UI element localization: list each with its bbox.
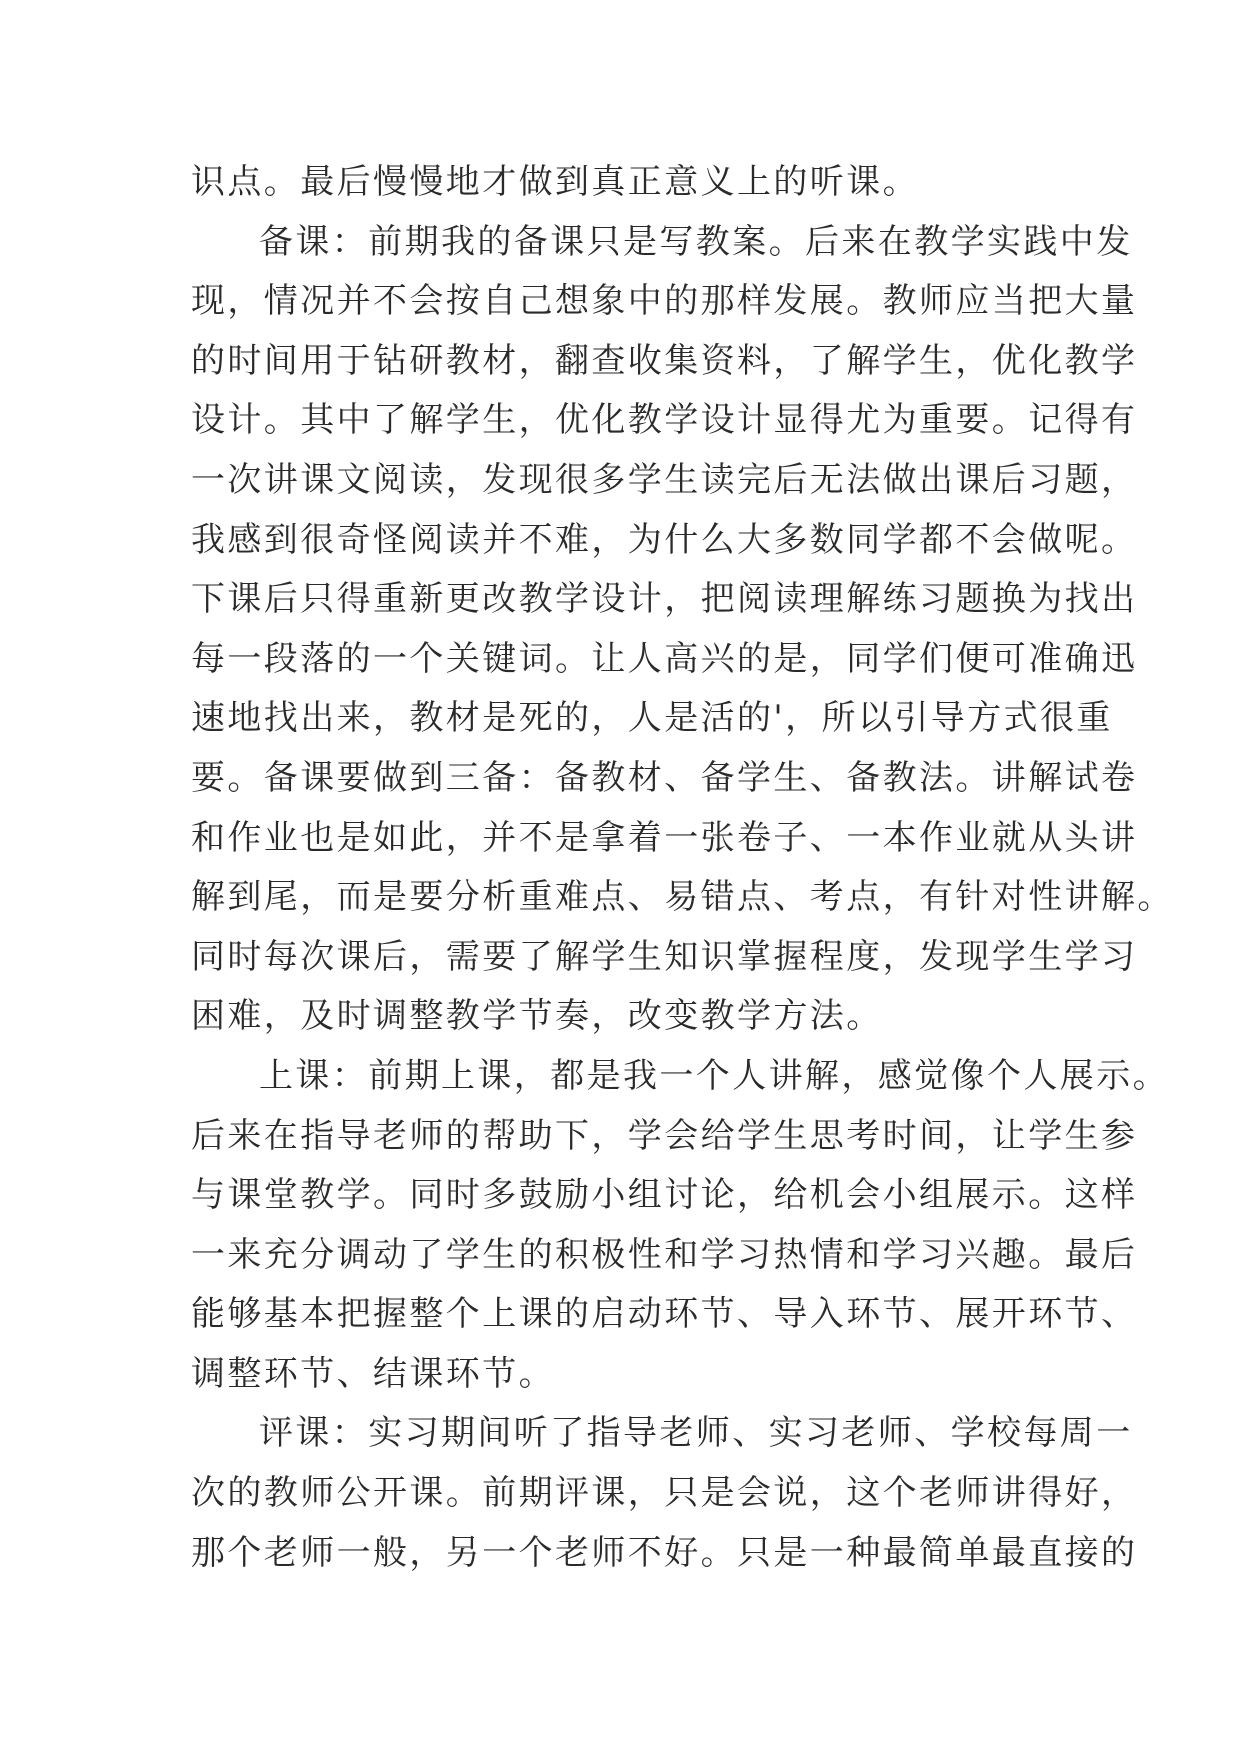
text-line: 解到尾，而是要分析重难点、易错点、考点，有针对性讲解。 <box>191 877 1174 918</box>
text-line: 设计。其中了解学生，优化教学设计显得尤为重要。记得有 <box>191 400 1138 441</box>
text-line: 每一段落的一个关键词。让人高兴的是，同学们便可准确迅 <box>191 638 1138 679</box>
text-line: 要。备课要做到三备：备教材、备学生、备教法。讲解试卷 <box>191 757 1138 798</box>
text-line: 一来充分调动了学生的积极性和学习热情和学习兴趣。最后 <box>191 1234 1138 1275</box>
text-line: 与课堂教学。同时多鼓励小组讨论，给机会小组展示。这样 <box>191 1175 1138 1216</box>
paragraph-start-line: 上课：前期上课，都是我一个人讲解，感觉像个人展示。 <box>259 1055 1169 1096</box>
text-line: 调整环节、结课环节。 <box>191 1353 555 1394</box>
text-line: 我感到很奇怪阅读并不难，为什么大多数同学都不会做呢。 <box>191 519 1138 560</box>
text-line: 下课后只得重新更改教学设计，把阅读理解练习题换为找出 <box>191 579 1138 620</box>
paragraph-start-line: 备课：前期我的备课只是写教案。后来在教学实践中发 <box>259 221 1133 262</box>
paragraph-start-line: 评课：实习期间听了指导老师、实习老师、学校每周一 <box>259 1413 1133 1454</box>
text-line: 识点。最后慢慢地才做到真正意义上的听课。 <box>191 162 919 202</box>
text-line: 现，情况并不会按自己想象中的那样发展。教师应当把大量 <box>191 281 1138 322</box>
text-line: 次的教师公开课。前期评课，只是会说，这个老师讲得好， <box>191 1473 1138 1514</box>
text-line: 那个老师一般，另一个老师不好。只是一种最简单最直接的 <box>191 1532 1138 1573</box>
text-line: 速地找出来，教材是死的，人是活的'，所以引导方式很重 <box>191 698 1113 739</box>
text-line: 的时间用于钻研教材，翻查收集资料，了解学生，优化教学 <box>191 340 1138 381</box>
text-line: 同时每次课后，需要了解学生知识掌握程度，发现学生学习 <box>191 936 1138 977</box>
text-line: 后来在指导老师的帮助下，学会给学生思考时间，让学生参 <box>191 1115 1138 1156</box>
text-line: 能够基本把握整个上课的启动环节、导入环节、展开环节、 <box>191 1294 1138 1335</box>
body-text <box>191 153 1174 1583</box>
text-line: 一次讲课文阅读，发现很多学生读完后无法做出课后习题， <box>191 459 1138 500</box>
text-line: 和作业也是如此，并不是拿着一张卷子、一本作业就从头讲 <box>191 817 1138 858</box>
text-line: 困难，及时调整教学节奏，改变教学方法。 <box>191 996 883 1037</box>
